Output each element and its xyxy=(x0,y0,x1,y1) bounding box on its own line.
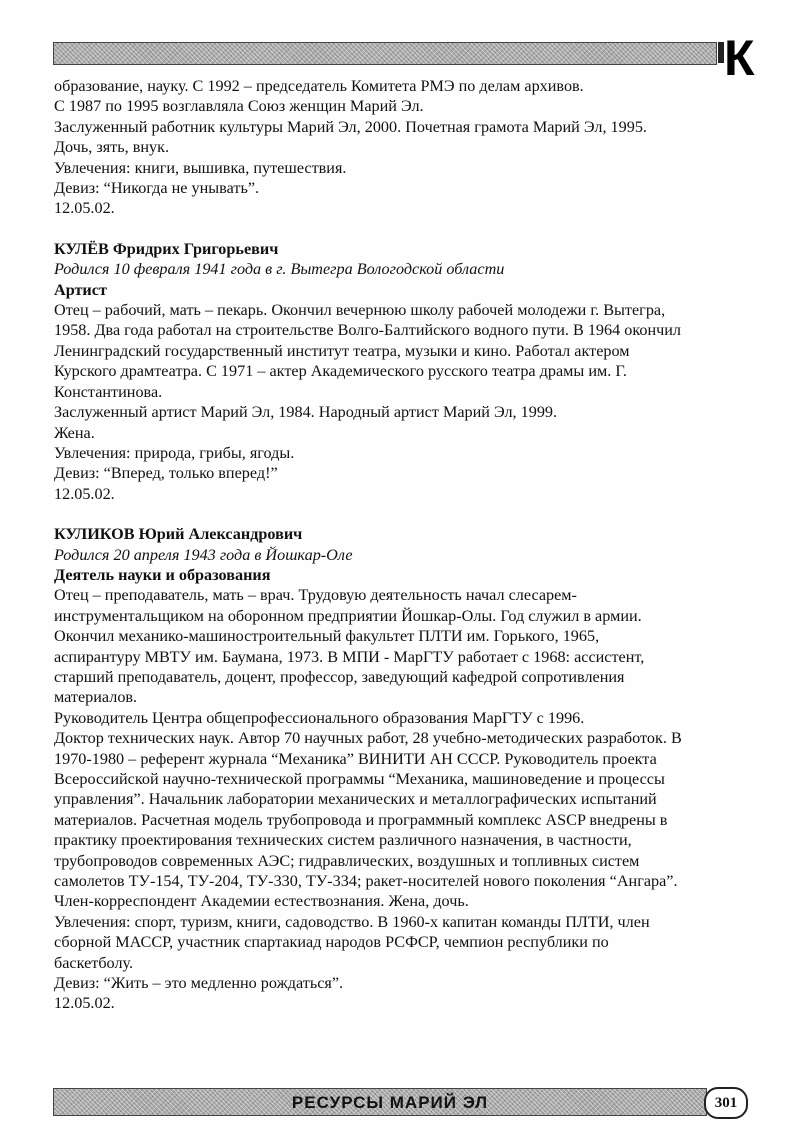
section-letter: К xyxy=(724,30,755,86)
entry-name: КУЛЁВ Фридрих Григорьевич xyxy=(54,239,279,258)
text-line: сборной МАССР, участник спартакиад народов РСФСР, чемпион республики по xyxy=(54,933,609,952)
text-line: 12.05.02. xyxy=(54,199,115,218)
page-number: 301 xyxy=(704,1087,748,1119)
page-content xyxy=(54,76,774,1014)
entry-birth: Родился 20 апреля 1943 года в Йошкар-Оле xyxy=(54,545,353,564)
text-line: 1970-1980 – референт журнала “Механика” ВИНИТИ АН СССР. Руководитель проекта xyxy=(54,749,657,768)
text-line: Всероссийской научно-технической программы “Механика, машиноведение и процессы xyxy=(54,770,665,788)
text-line: Член-корреспондент Академии естествознания. Жена, дочь. xyxy=(54,892,469,911)
text-line: Девиз: “Жить – это медленно рождаться”. xyxy=(54,974,344,993)
text-line: Увлечения: спорт, туризм, книги, садоводство. В 1960-х капитан команды ПЛТИ, член xyxy=(54,912,650,931)
text-line: С 1987 по 1995 возглавляла Союз женщин Марий Эл. xyxy=(54,97,424,116)
text-line: Жена. xyxy=(54,423,95,442)
entry-kulev xyxy=(54,239,774,504)
text-line: Отец – рабочий, мать – пекарь. Окончил вечернюю школу рабочей молодежи г. Вытегра, xyxy=(54,301,666,320)
entry-profession: Артист xyxy=(54,280,107,299)
text-line: Руководитель Центра общепрофессионального образования МарГТУ с 1996. xyxy=(54,708,585,727)
text-line: материалов. Расчетная модель трубопровода и программный комплекс ASCP внедрены в xyxy=(54,810,668,829)
footer-title: РЕСУРСЫ МАРИЙ ЭЛ xyxy=(291,1093,489,1112)
text-line: аспирантуру МВТУ им. Баумана, 1973. В МПИ - МарГТУ работает с 1968: ассистент, xyxy=(54,647,645,666)
text-line: Увлечения: природа, грибы, ягоды. xyxy=(54,443,295,462)
text-line: 12.05.02. xyxy=(54,484,115,503)
text-line: Девиз: “Вперед, только вперед!” xyxy=(54,464,278,483)
text-line: Курского драмтеатра. С 1971 – актер Академического русского театра драмы им. Г. xyxy=(54,362,627,381)
text-line: Дочь, зять, внук. xyxy=(54,138,170,157)
entry-kulikov xyxy=(54,524,774,1014)
entry-birth: Родился 10 февраля 1941 года в г. Вытегра Вологодской области xyxy=(54,260,505,279)
text-line: Отец – преподаватель, мать – врач. Трудовую деятельность начал слесарем- xyxy=(54,586,577,605)
text-line: Окончил механико-машиностроительный факультет ПЛТИ им. Горького, 1965, xyxy=(54,627,600,646)
text-line: трубопроводов современных АЭС; гидравлических, воздушных и топливных систем xyxy=(54,851,640,870)
text-line: баскетболу. xyxy=(54,953,134,972)
continued-entry xyxy=(54,76,774,219)
text-line: материалов. xyxy=(54,688,138,707)
text-line: инструментальщиком на оборонном предприятии Йошкар-Олы. Год служил в армии. xyxy=(54,606,642,625)
text-line: 1958. Два года работал на строительстве Волго-Балтийского водного пути. В 1964 окончил xyxy=(54,321,682,340)
text-line: Заслуженный работник культуры Марий Эл, 2000. Почетная грамота Марий Эл, 1995. xyxy=(54,117,647,136)
text-line: Заслуженный артист Марий Эл, 1984. Народный артист Марий Эл, 1999. xyxy=(54,403,558,422)
text-line: Увлечения: книги, вышивка, путешествия. xyxy=(54,158,347,177)
text-line: Доктор технических наук. Автор 70 научных работ, 28 учебно-методических разработок. В xyxy=(54,729,682,748)
header-band xyxy=(53,42,717,65)
text-line: Константинова. xyxy=(54,382,163,401)
text-line: практику проектирования технических систем различного назначения, в частности, xyxy=(54,831,632,850)
text-line: самолетов ТУ-154, ТУ-204, ТУ-330, ТУ-334; ракет-носителей нового поколения “Ангара”. xyxy=(54,872,678,891)
text-line: Ленинградский государственный институт театра, музыки и кино. Работал актером xyxy=(54,341,630,360)
text-line: образование, науку. С 1992 – председатель Комитета РМЭ по делам архивов. xyxy=(54,77,584,95)
text-line: Девиз: “Никогда не унывать”. xyxy=(54,179,260,198)
text-line: 12.05.02. xyxy=(54,994,115,1013)
text-line: старший преподаватель, доцент, профессор, заведующий кафедрой сопротивления xyxy=(54,667,625,686)
entry-name: КУЛИКОВ Юрий Александрович xyxy=(54,525,303,544)
entry-profession: Деятель науки и образования xyxy=(54,565,271,584)
text-line: управления”. Начальник лаборатории механических и металлографических испытаний xyxy=(54,790,657,809)
